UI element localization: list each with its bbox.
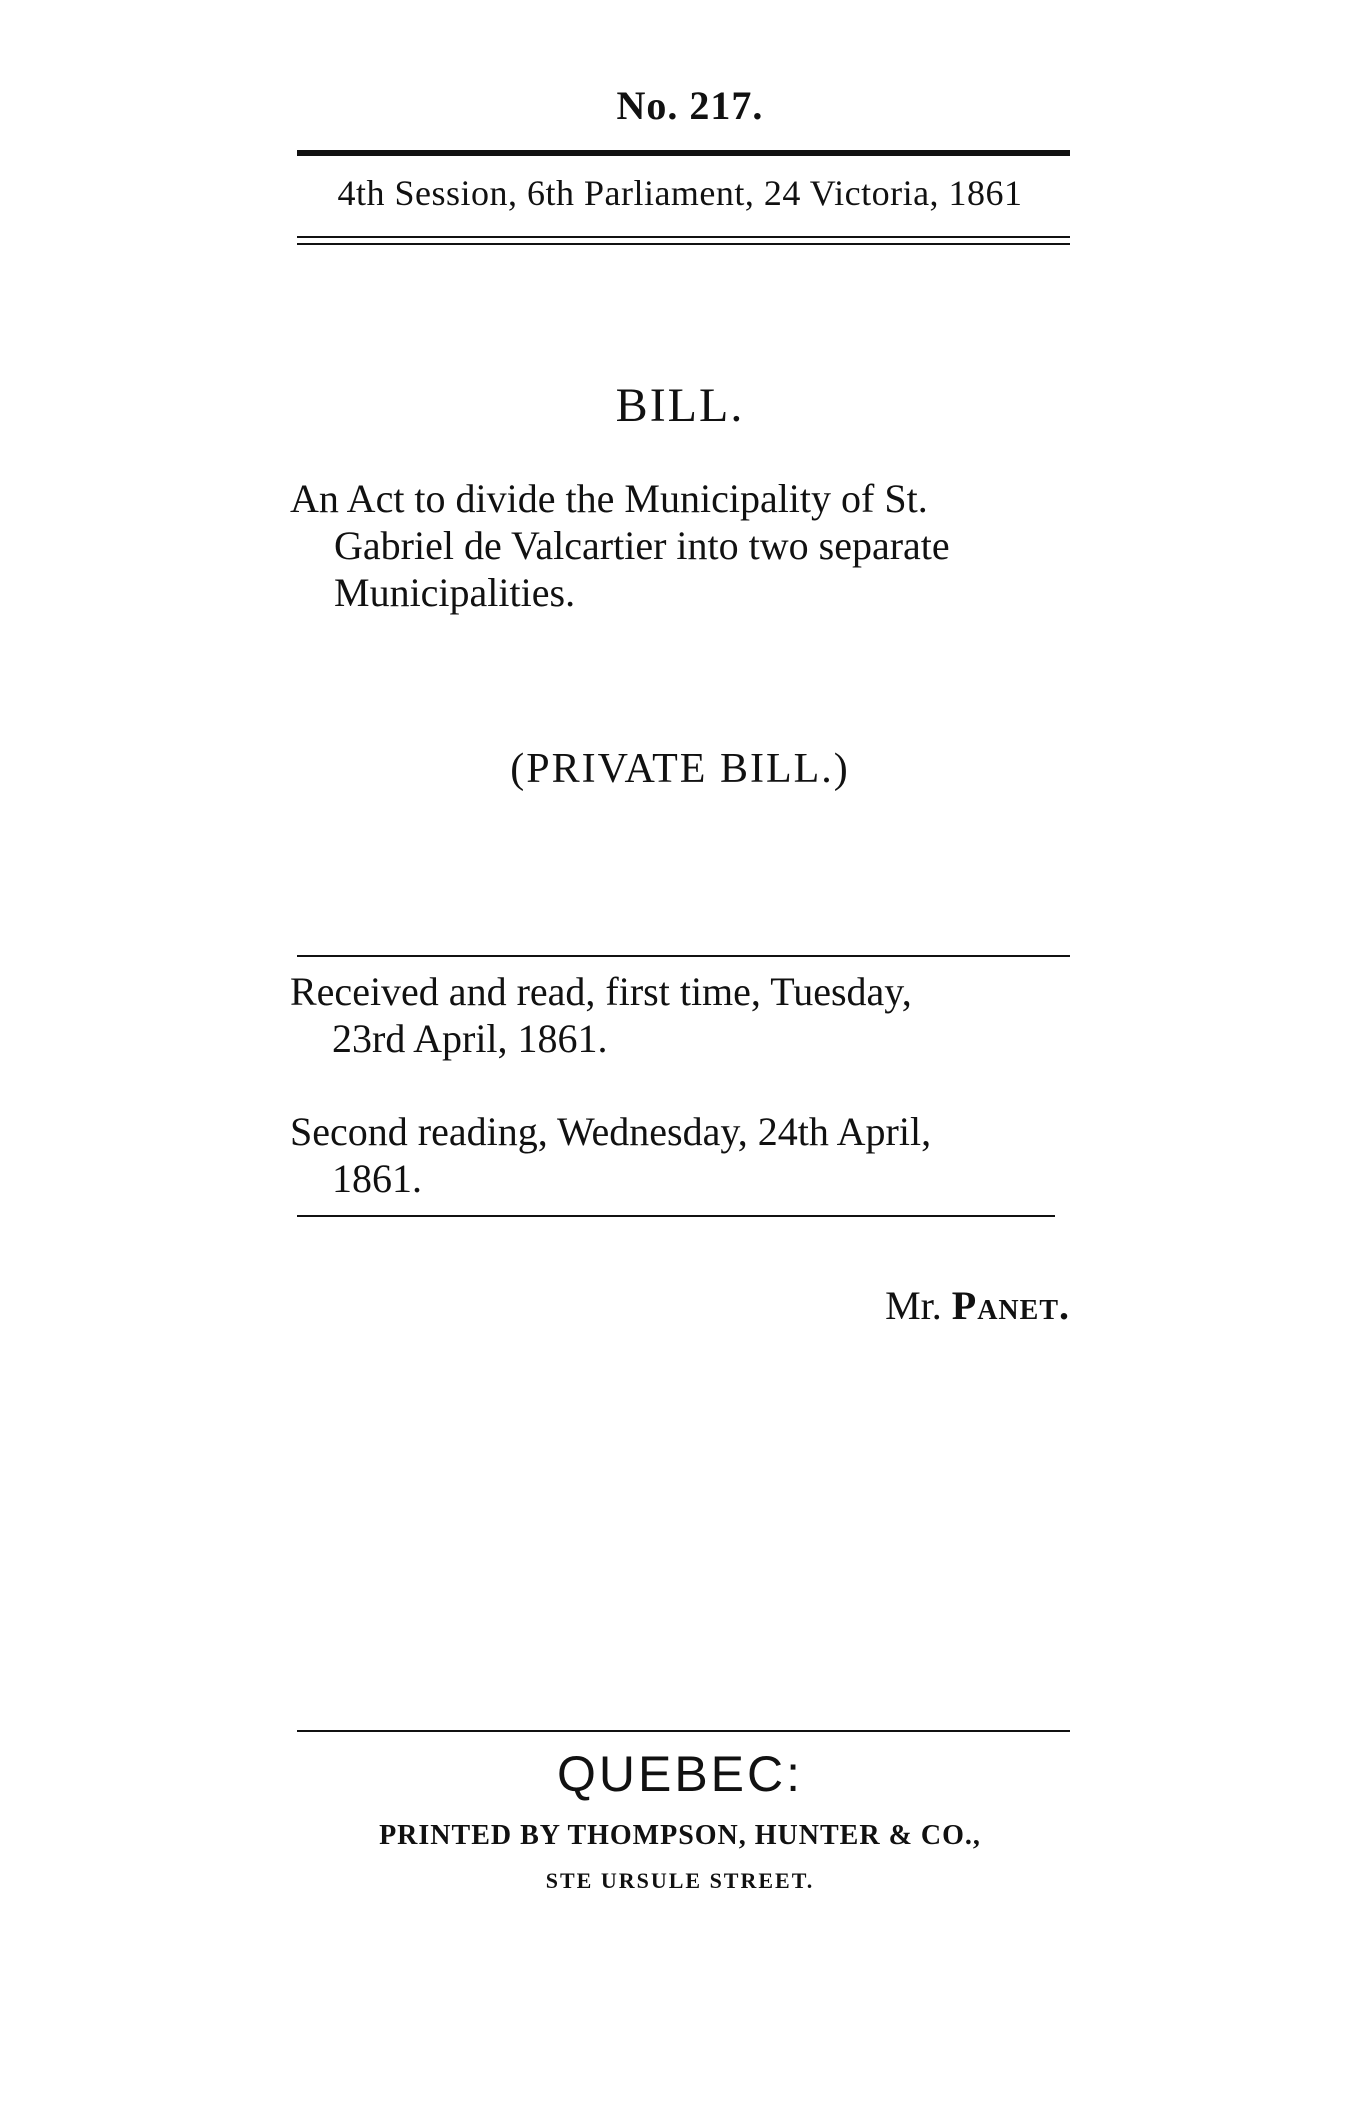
session-line: 4th Session, 6th Parliament, 24 Victoria, 1861	[337, 173, 1023, 213]
session-rule-lower	[297, 243, 1070, 245]
top-rule	[297, 150, 1070, 156]
readings-rule-top	[297, 955, 1070, 957]
first-reading	[290, 968, 1070, 1062]
act-title	[290, 475, 1070, 616]
imprint-rule	[297, 1730, 1070, 1732]
member-name: Panet.	[951, 1283, 1070, 1328]
first-reading-line-1: Received and read, first time, Tuesday,	[290, 969, 912, 1014]
imprint-place: QUEBEC:	[556, 1746, 804, 1802]
bill-number: No. 217.	[616, 83, 764, 128]
sponsoring-member	[820, 1282, 1070, 1329]
act-title-line-3: Municipalities.	[334, 570, 576, 615]
bill-heading: BILL.	[615, 379, 745, 432]
act-title-line-2: Gabriel de Valcartier into two separate	[334, 523, 950, 568]
second-reading-line-1: Second reading, Wednesday, 24th April,	[290, 1109, 932, 1154]
first-reading-line-2: 23rd April, 1861.	[332, 1016, 608, 1061]
session-rule-upper	[297, 236, 1070, 238]
bill-type: (PRIVATE BILL.)	[510, 746, 850, 792]
second-reading-line-2: 1861.	[332, 1156, 422, 1201]
imprint-address: STE URSULE STREET.	[545, 1868, 815, 1893]
imprint-printer: PRINTED BY THOMPSON, HUNTER & CO.,	[379, 1820, 981, 1851]
second-reading	[290, 1108, 1070, 1202]
member-prefix: Mr.	[885, 1283, 942, 1328]
readings-rule-bottom	[297, 1215, 1055, 1217]
act-title-line-1: An Act to divide the Municipality of St.	[290, 476, 928, 521]
